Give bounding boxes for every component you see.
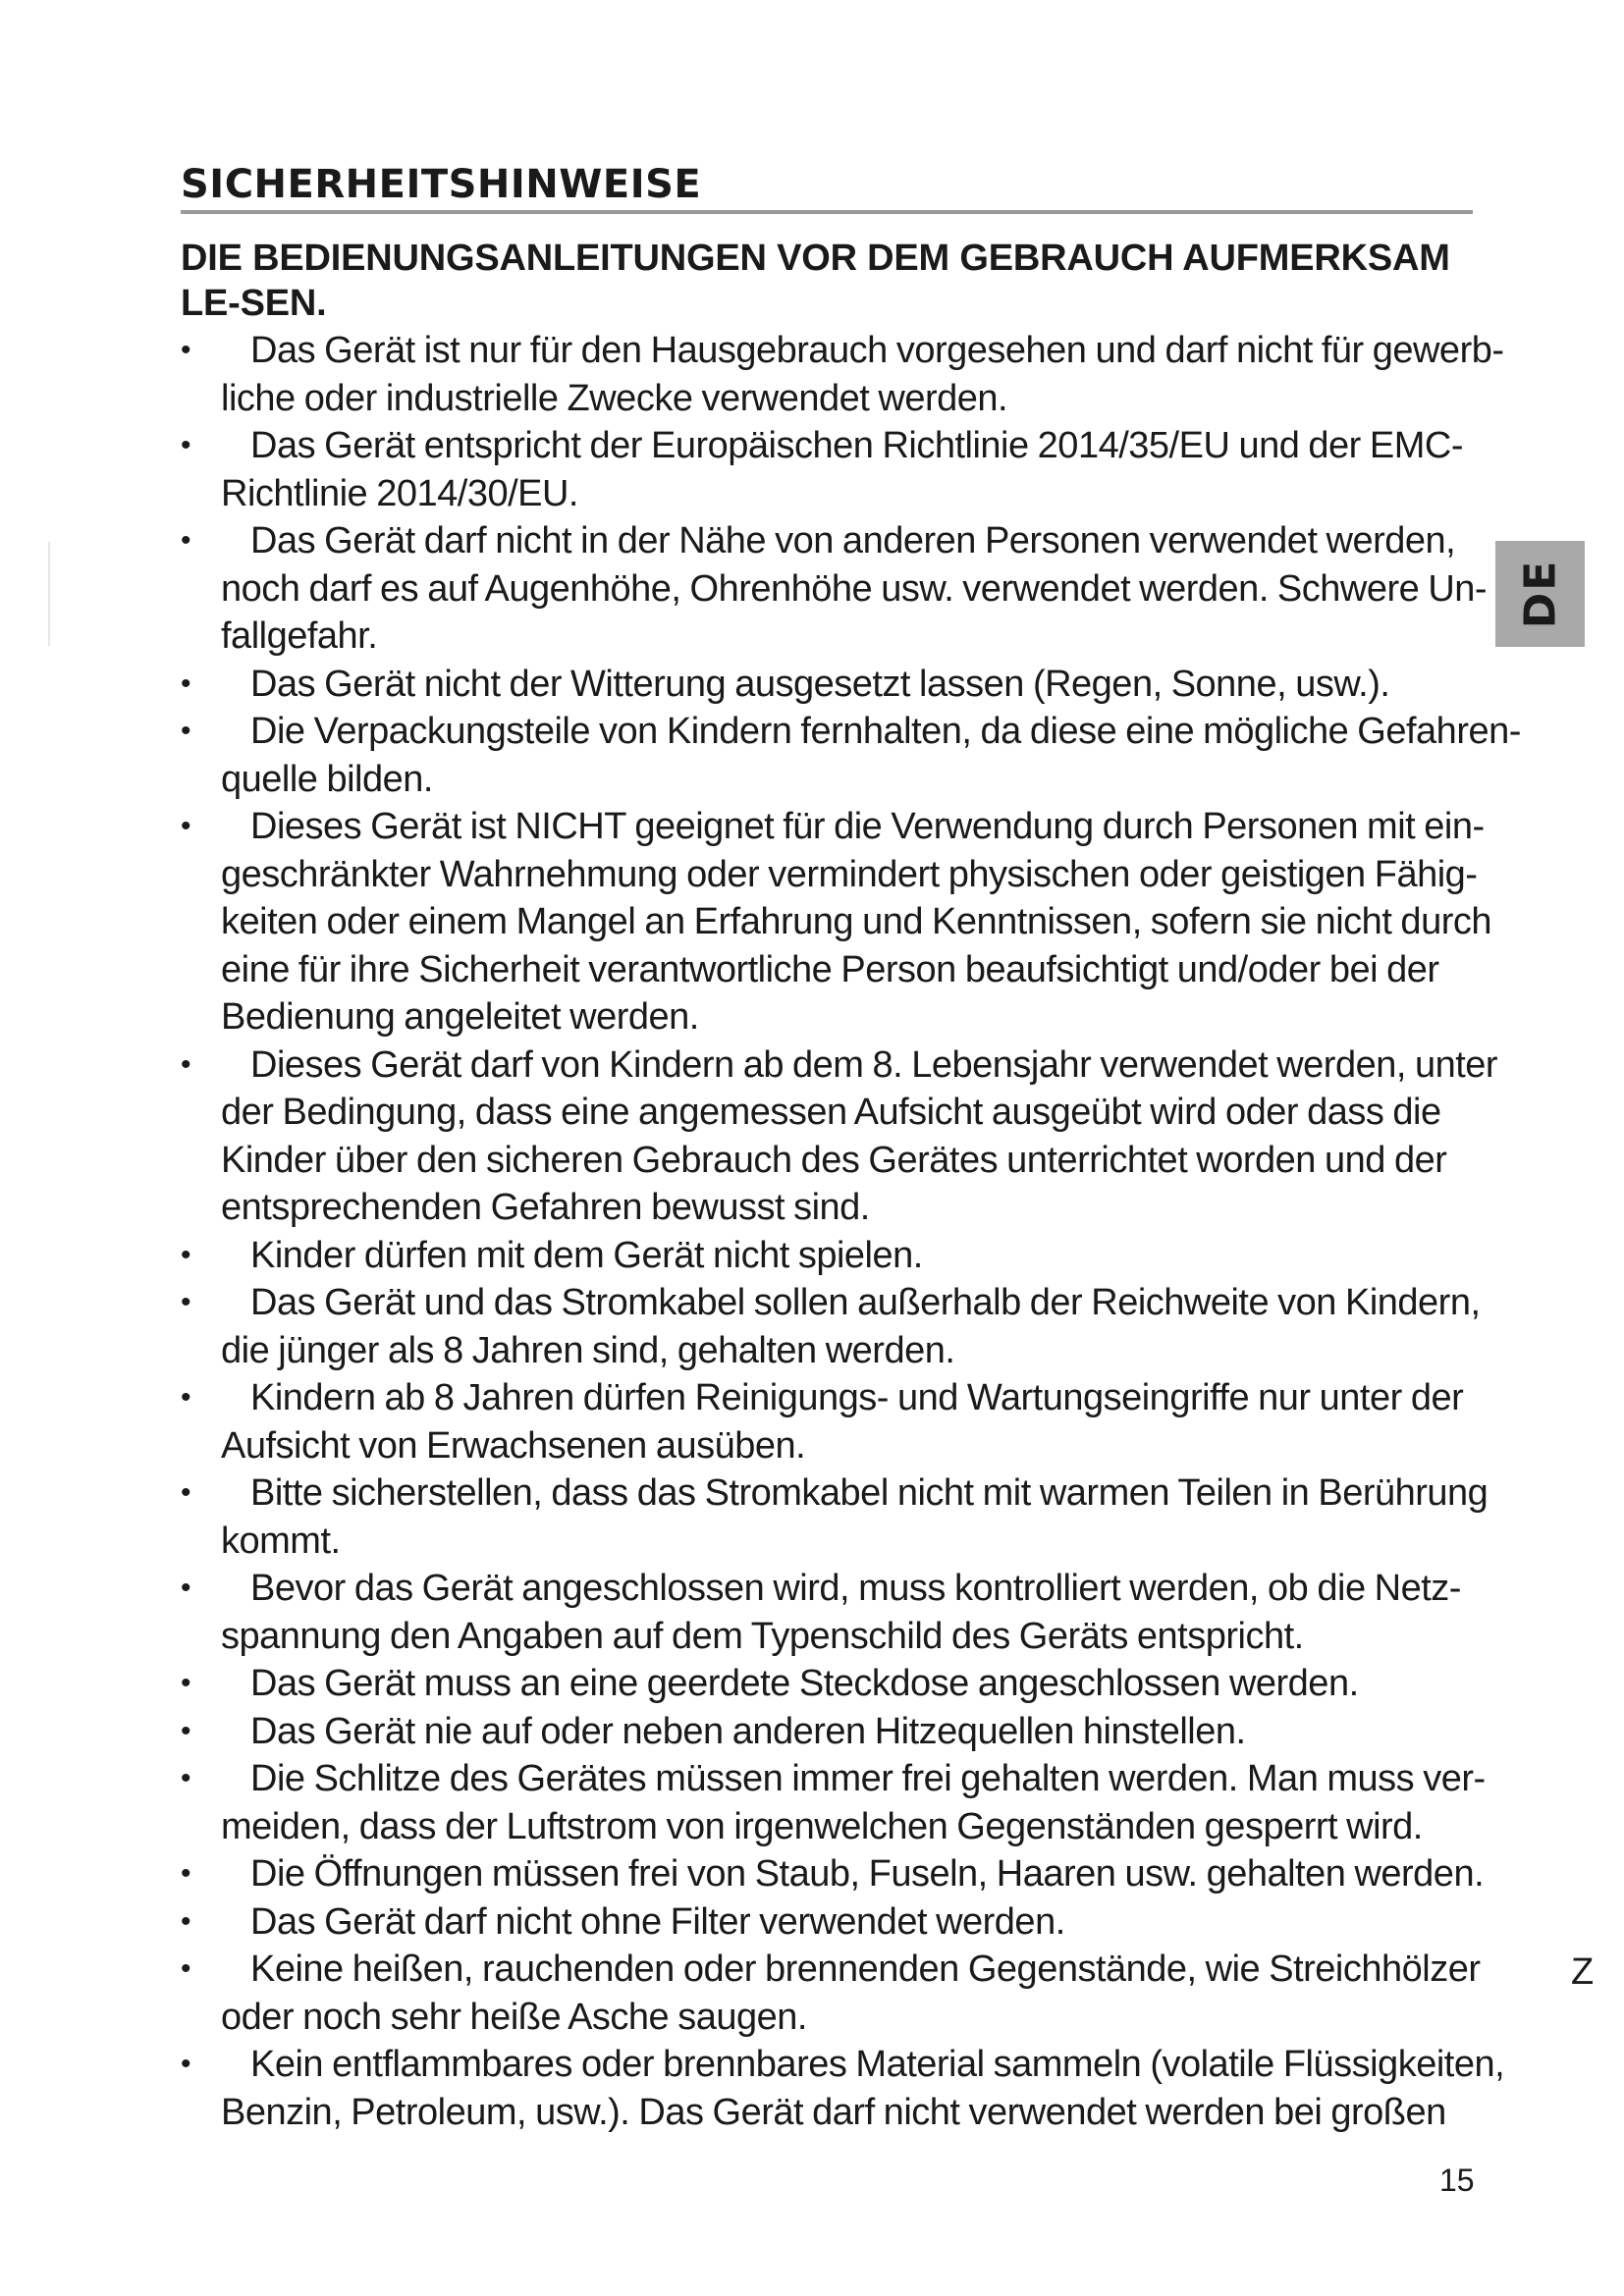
list-item [181,1850,1526,1898]
margin-mark: Z [1571,1951,1595,1993]
list-item [181,661,1526,709]
list-item-text: Kindern ab 8 Jahren dürfen Reinigungs- und Wartungseingriffe nur unter der Aufsicht von Erwachsenen ausüben. [221,1377,1464,1467]
list-item [181,1946,1526,2041]
list-item-text: Kinder dürfen mit dem Gerät nicht spielen. [250,1234,923,1276]
list-item [181,1708,1526,1756]
list-item [181,327,1526,422]
list-item [181,1565,1526,1660]
list-item-text: Bitte sicherstellen, dass das Stromkabel nicht mit warmen Teilen in Berührung kommt. [221,1472,1489,1562]
section-title: SICHERHEITSHINWEISE [181,162,702,207]
list-item [181,1374,1526,1469]
list-item [181,1232,1526,1280]
list-item-text: Das Gerät ist nur für den Hausgebrauch vorgesehen und darf nicht für gewerb-liche oder industrielle Zwecke verwendet werden. [221,330,1504,419]
safety-instructions-list [181,327,1526,2136]
list-item [181,1660,1526,1708]
list-item [181,517,1526,661]
list-item-text: Das Gerät und das Stromkabel sollen außerhalb der Reichweite von Kindern, die jünger als 8 Jahren sind, gehalten werden. [221,1282,1481,1371]
list-item-text: Das Gerät nicht der Witterung ausgesetzt lassen (Regen, Sonne, usw.). [250,663,1390,705]
list-item [181,1041,1526,1232]
list-item-text: Die Öffnungen müssen frei von Staub, Fuseln, Haaren usw. gehalten werden. [250,1853,1485,1895]
list-item-text: Dieses Gerät ist NICHT geeignet für die Verwendung durch Personen mit ein-geschränkter Wahrnehmung oder vermindert physischen oder geistigen Fähig-keiten oder einem Mangel an Erfahrung und Kenntnissen, sofern sie nicht durch eine für ihre Sicherheit verantwortliche Person beaufsichtigt und/oder bei der Bedienung angeleitet werden. [221,806,1491,1038]
list-item-text: Das Gerät nie auf oder neben anderen Hitzequellen hinstellen. [250,1710,1246,1752]
list-item-text: Die Verpackungsteile von Kindern fernhalten, da diese eine mögliche Gefahren-quelle bilden. [221,711,1521,800]
instruction-subheading [181,236,1477,326]
list-item [181,1898,1526,1947]
list-item-text: Die Schlitze des Gerätes müssen immer frei gehalten werden. Man muss ver-meiden, dass der Luftstrom von irgenwelchen Gegenständen gesperrt wird. [221,1758,1486,1847]
list-item [181,1469,1526,1565]
list-item-text: Keine heißen, rauchenden oder brennenden Gegenstände, wie Streichhölzer oder noch sehr heiße Asche saugen. [221,1949,1481,2038]
list-item-text: Das Gerät muss an eine geerdete Steckdose angeschlossen werden. [250,1663,1359,1704]
list-item [181,1755,1526,1850]
list-item-text: Das Gerät darf nicht in der Nähe von anderen Personen verwendet werden, noch darf es auf Augenhöhe, Ohrenhöhe usw. verwendet werden. Schwere Un-fallgefahr. [221,520,1488,657]
list-item-text: Kein entflammbares oder brennbares Material sammeln (volatile Flüssigkeiten, Benzin, Petroleum, usw.). Das Gerät darf nicht verwendet werden bei großen [221,2044,1505,2133]
list-item-text: Bevor das Gerät angeschlossen wird, muss kontrolliert werden, ob die Netz-spannung den Angaben auf dem Typenschild des Geräts entspricht. [221,1568,1461,1657]
subheading-text: DIE BEDIENUNGSANLEITUNGEN VOR DEM GEBRAUCH AUFMERKSAM LE-SEN. [181,238,1450,324]
list-item-text: Das Gerät entspricht der Europäischen Richtlinie 2014/35/EU und der EMC-Richtlinie 2014/30/EU. [221,425,1463,514]
margin-line [48,542,50,646]
page-number: 15 [1439,2163,1475,2198]
language-tab [1495,541,1585,647]
language-tab-label: DE [1515,559,1565,629]
list-item-text: Das Gerät darf nicht ohne Filter verwendet werden. [250,1900,1065,1943]
list-item [181,1279,1526,1374]
list-item [181,708,1526,803]
list-item [181,803,1526,1041]
list-item-text: Dieses Gerät darf von Kindern ab dem 8. Lebensjahr verwendet werden, unter der Bedingung, dass eine angemessen Aufsicht ausgeübt wird oder dass die Kinder über den sicheren Gebrauch des Gerätes unterrichtet worden und der entsprechenden Gefahren bewusst sind. [221,1043,1498,1228]
title-divider [181,210,1473,214]
list-item [181,2041,1526,2136]
list-item [181,422,1526,517]
